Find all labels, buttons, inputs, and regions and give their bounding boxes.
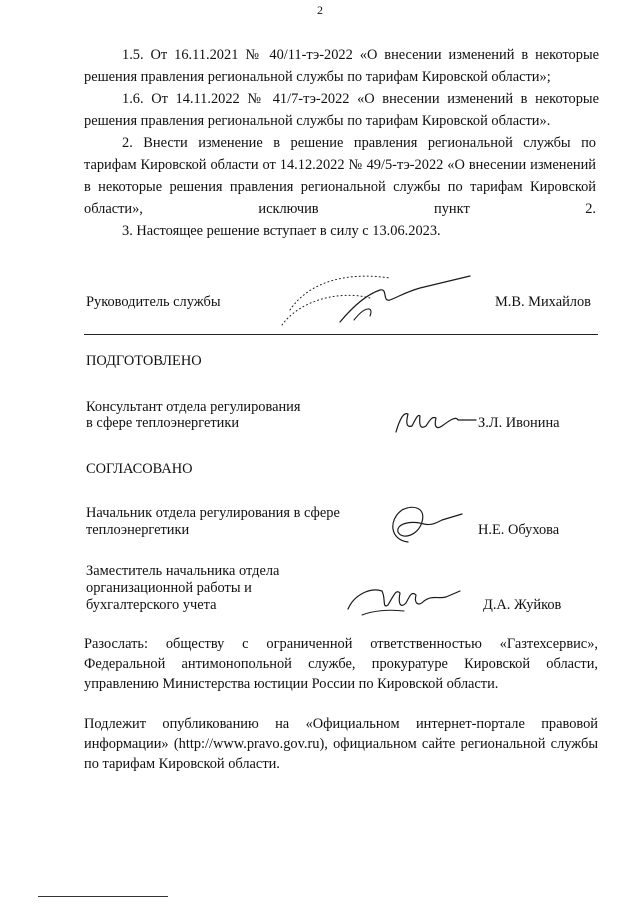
footer-rule	[38, 896, 168, 897]
distribution-list: Разослать: обществу с ограниченной ответственностью «Газтехсервис», Федеральной антимонопольной службе, прокуратуре Кировской области, управлению Министерства юстиции России по Кировской области.	[84, 636, 598, 692]
agreed-person2-position-line1: Заместитель начальника отдела	[86, 563, 280, 579]
agreed-person2-signature	[342, 575, 467, 625]
prepared-position-line2: в сфере теплоэнергетики	[86, 415, 240, 431]
agreed-person2-position-line3: бухгалтерского учета	[86, 597, 217, 613]
head-signature-stamp	[270, 270, 490, 340]
page-number: 2	[317, 3, 323, 17]
agreed-person1-signature	[380, 500, 470, 550]
head-position: Руководитель службы	[86, 294, 221, 310]
item-2: 2. Внести изменение в решение правления региональной службы по тарифам Кировской области от 14.12.2022 № 49/5-тэ-2022 «О внесении изменений в некоторые решения правления региональной службы по тарифам Кировской области», исключив пункт 2.	[84, 135, 596, 217]
agreed-person1-name: Н.Е. Обухова	[478, 522, 560, 538]
item-1-6: 1.6. От 14.11.2022 № 41/7-тэ-2022 «О внесении изменений в некоторые решения правления региональной службы по тарифам Кировской области».	[84, 91, 599, 129]
agreed-person1-position-line1: Начальник отдела регулирования в сфере	[86, 505, 340, 521]
item-1-5: 1.5. От 16.11.2021 № 40/11-тэ-2022 «О внесении изменений в некоторые решения правления региональной службы по тарифам Кировской области»;	[84, 47, 599, 85]
prepared-position-line1: Консультант отдела регулирования	[86, 399, 301, 415]
prepared-heading: ПОДГОТОВЛЕНО	[86, 353, 202, 369]
prepared-signature	[392, 408, 482, 438]
agreed-person2-position-line2: организационной работы и	[86, 580, 252, 596]
agreed-person1-position-line2: теплоэнергетики	[86, 522, 190, 538]
item-3: 3. Настоящее решение вступает в силу с 13.06.2023.	[122, 223, 441, 239]
head-name: М.В. Михайлов	[495, 294, 591, 310]
publication-note: Подлежит опубликованию на «Официальном интернет-портале правовой информации» (http://www.pravo.gov.ru), официальном сайте региональной службы по тарифам Кировской области.	[84, 716, 598, 772]
prepared-name: З.Л. Ивонина	[478, 415, 560, 431]
separator-line	[84, 334, 598, 335]
agreed-person2-name: Д.А. Жуйков	[483, 597, 562, 613]
agreed-heading: СОГЛАСОВАНО	[86, 461, 193, 477]
